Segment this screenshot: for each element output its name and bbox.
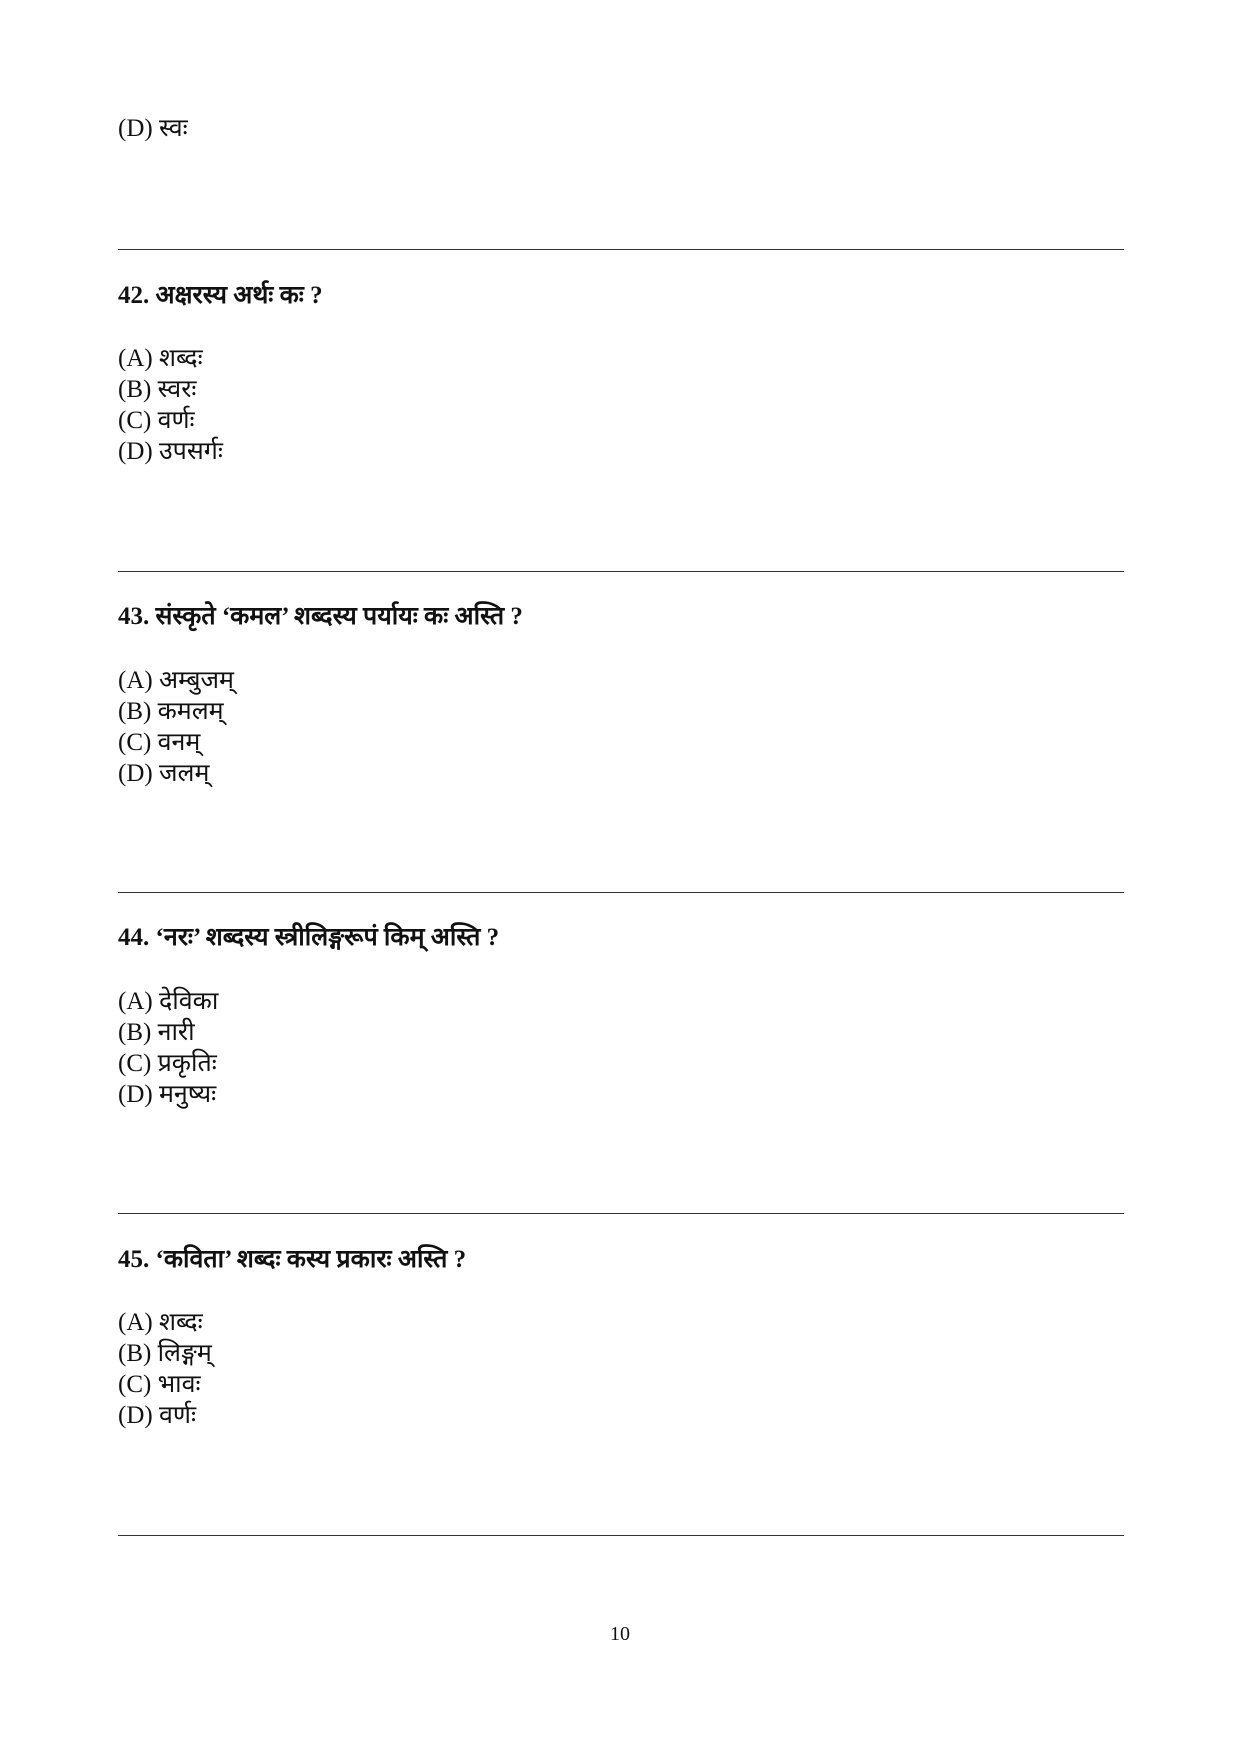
option-label: (A): [118, 988, 153, 1015]
option-text: शब्दः: [158, 1309, 203, 1336]
question-number: 44.: [118, 924, 150, 951]
question-43-option-c: [118, 728, 200, 758]
option-label: (A): [118, 667, 153, 694]
question-45-option-c: [118, 1370, 201, 1400]
question-text: संस्कृते ‘कमल’ शब्दस्य पर्यायः कः अस्ति ?: [155, 603, 523, 630]
option-text: स्वः: [158, 115, 188, 142]
divider: [118, 571, 1124, 572]
question-45-option-b: [118, 1339, 212, 1369]
option-text: प्रकृतिः: [157, 1050, 217, 1077]
question-43-option-a: [118, 666, 234, 696]
option-text: स्वरः: [157, 376, 197, 403]
option-text: उपसर्गः: [158, 438, 223, 465]
option-label: (D): [118, 1081, 153, 1108]
question-45-option-d: [118, 1401, 196, 1431]
option-d-prev: [118, 114, 188, 144]
question-number: 43.: [118, 603, 150, 630]
option-text: मनुष्यः: [158, 1081, 217, 1108]
option-text: वर्णः: [157, 407, 195, 434]
option-text: कमलम्: [157, 698, 224, 725]
option-text: जलम्: [158, 760, 210, 787]
option-text: शब्दः: [158, 345, 203, 372]
question-44-title: [118, 923, 499, 953]
divider: [118, 249, 1124, 250]
question-42-option-c: [118, 406, 195, 436]
divider: [118, 1535, 1124, 1536]
option-label: (B): [118, 376, 152, 403]
question-number: 45.: [118, 1246, 150, 1273]
question-text: ‘कविता’ शब्दः कस्य प्रकारः अस्ति ?: [155, 1246, 467, 1273]
question-42-title: [118, 281, 323, 311]
option-label: (C): [118, 407, 152, 434]
divider: [118, 892, 1124, 893]
divider: [118, 1213, 1124, 1214]
question-42-option-d: [118, 437, 223, 467]
question-44-option-c: [118, 1049, 217, 1079]
question-text: ‘नरः’ शब्दस्य स्त्रीलिङ्गरूपं किम् अस्ति ?: [155, 924, 500, 951]
option-label: (D): [118, 760, 153, 787]
option-label: (D): [118, 115, 153, 142]
question-43-title: [118, 602, 523, 632]
question-44-option-d: [118, 1080, 216, 1110]
question-text: अक्षरस्य अर्थः कः ?: [155, 282, 323, 309]
option-label: (A): [118, 345, 153, 372]
option-text: लिङ्गम्: [157, 1340, 212, 1367]
question-42-option-b: [118, 375, 196, 405]
option-label: (B): [118, 1340, 152, 1367]
option-text: वनम्: [157, 729, 201, 756]
question-45-title: [118, 1245, 466, 1275]
question-43-option-d: [118, 759, 209, 789]
page-number: 10: [610, 1623, 630, 1645]
option-text: भावः: [157, 1371, 201, 1398]
option-text: अम्बुजम्: [158, 667, 234, 694]
option-label: (D): [118, 438, 153, 465]
question-44-option-b: [118, 1018, 195, 1048]
option-text: नारी: [157, 1019, 195, 1046]
question-43-option-b: [118, 697, 224, 727]
option-label: (A): [118, 1309, 153, 1336]
option-label: (C): [118, 1371, 152, 1398]
option-label: (B): [118, 698, 152, 725]
option-text: वर्णः: [158, 1402, 196, 1429]
option-label: (C): [118, 1050, 152, 1077]
question-42-option-a: [118, 344, 203, 374]
option-label: (C): [118, 729, 152, 756]
question-number: 42.: [118, 282, 150, 309]
question-45-option-a: [118, 1308, 203, 1338]
option-label: (D): [118, 1402, 153, 1429]
question-44-option-a: [118, 987, 218, 1017]
option-label: (B): [118, 1019, 152, 1046]
option-text: देविका: [158, 988, 219, 1015]
